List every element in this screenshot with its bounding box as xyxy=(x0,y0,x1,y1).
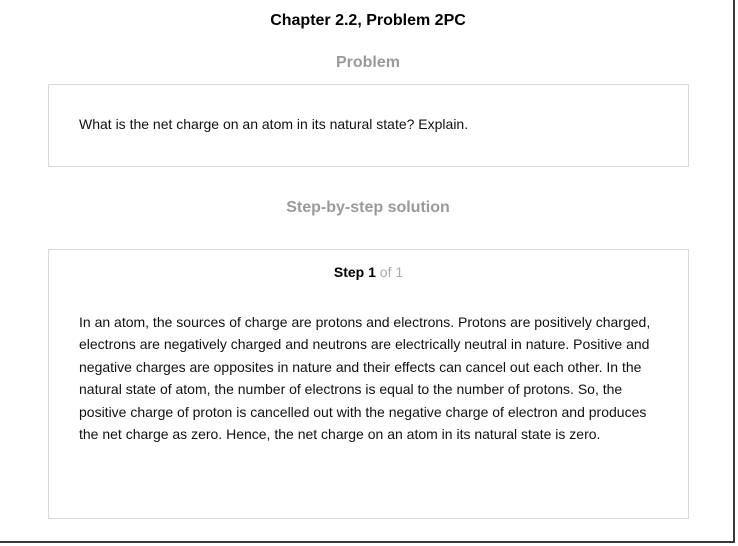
step-indicator xyxy=(49,264,688,280)
solution-text: In an atom, the sources of charge are protons and electrons. Protons are positively charged, electrons are negatively charged and neutrons are electrically neutral in nature. Positive and negative charges are opposites in nature and their effects can cancel out each other. In the natural state of atom, the number of electrons is equal to the number of protons. So, the positive charge of proton is cancelled out with the negative charge of electron and produces the net charge as zero. Hence, the net charge on an atom in its natural state is zero. xyxy=(79,314,651,443)
step-total: of 1 xyxy=(379,264,404,280)
step-label: Step xyxy=(333,264,365,280)
step-number: 1 xyxy=(368,264,376,280)
problem-text: What is the net charge on an atom in its natural state? Explain. xyxy=(79,116,469,132)
problem-card xyxy=(48,84,689,167)
chapter-title: Chapter 2.2, Problem 2PC xyxy=(270,12,466,29)
solution-heading: Step-by-step solution xyxy=(286,199,450,216)
solution-card xyxy=(48,249,689,519)
problem-heading: Problem xyxy=(335,54,400,71)
